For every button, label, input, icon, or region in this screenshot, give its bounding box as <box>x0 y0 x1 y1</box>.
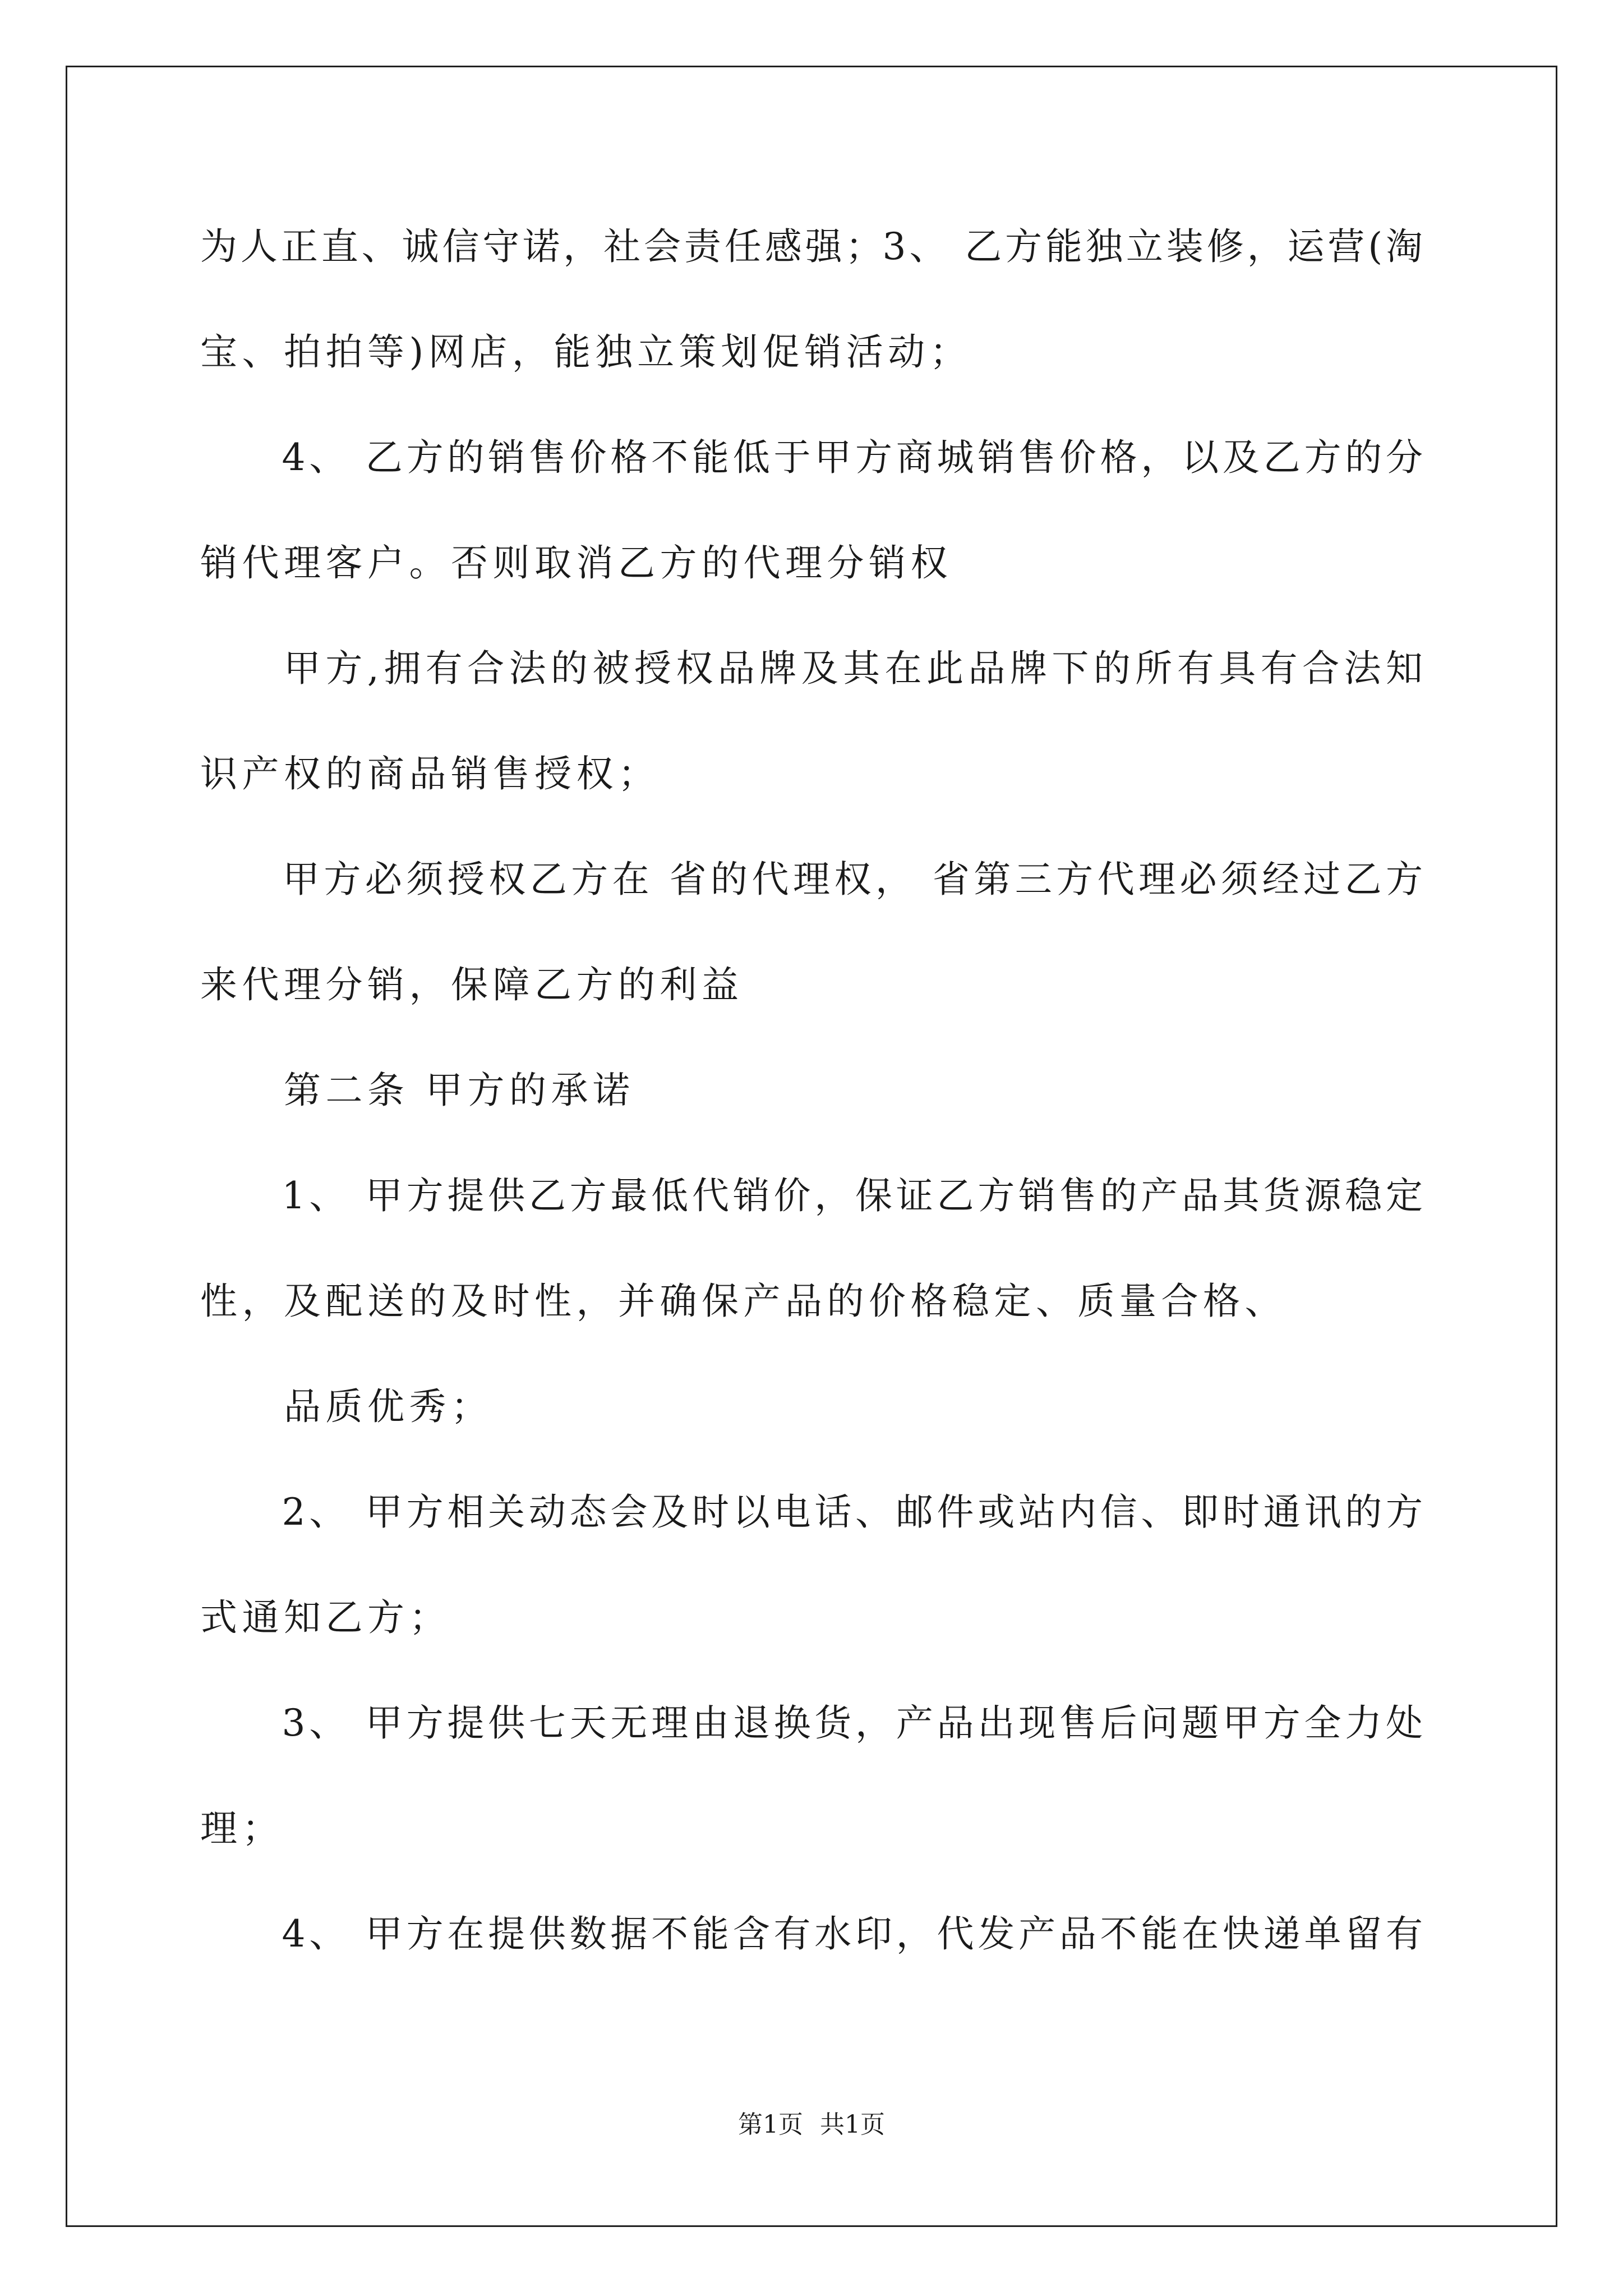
text-line: 性，及配送的及时性，并确保产品的价格稳定、质量合格、 <box>200 1280 1287 1323</box>
page-total: 共1页 <box>820 2110 885 2139</box>
text-line: 理； <box>200 1807 284 1850</box>
text-line: 来代理分销，保障乙方的利益 <box>200 963 744 1006</box>
text-line: 4、 乙方的销售价格不能低于甲方商城销售价格，以及乙方的分 <box>200 436 1423 479</box>
text-line: 宝、拍拍等)网店，能独立策划促销活动； <box>200 330 972 374</box>
section-heading: 第二条 甲方的承诺 <box>200 1069 635 1112</box>
page-footer <box>0 2109 1623 2141</box>
text-line: 式通知乙方； <box>200 1596 451 1639</box>
text-line: 识产权的商品销售授权； <box>200 752 660 795</box>
text-line: 品质优秀； <box>200 1385 493 1428</box>
text-line: 甲方必须授权乙方在 省的代理权， 省第三方代理必须经过乙方 <box>200 858 1423 901</box>
page-number: 第1页 <box>738 2110 803 2139</box>
text-line: 销代理客户。否则取消乙方的代理分销权 <box>200 541 952 585</box>
text-line: 2、 甲方相关动态会及时以电话、邮件或站内信、即时通讯的方 <box>200 1490 1423 1534</box>
text-line: 3、 甲方提供七天无理由退换货，产品出现售后问题甲方全力处 <box>200 1701 1423 1745</box>
text-line: 为人正直、诚信守诺，社会责任感强；3、 乙方能独立装修，运营(淘 <box>200 225 1423 268</box>
text-line: 甲方,拥有合法的被授权品牌及其在此品牌下的所有具有合法知 <box>200 647 1423 690</box>
document-body <box>200 222 1423 1959</box>
text-line: 4、 甲方在提供数据不能含有水印，代发产品不能在快递单留有 <box>200 1912 1423 1955</box>
text-line: 1、 甲方提供乙方最低代销价，保证乙方销售的产品其货源稳定 <box>200 1174 1423 1217</box>
